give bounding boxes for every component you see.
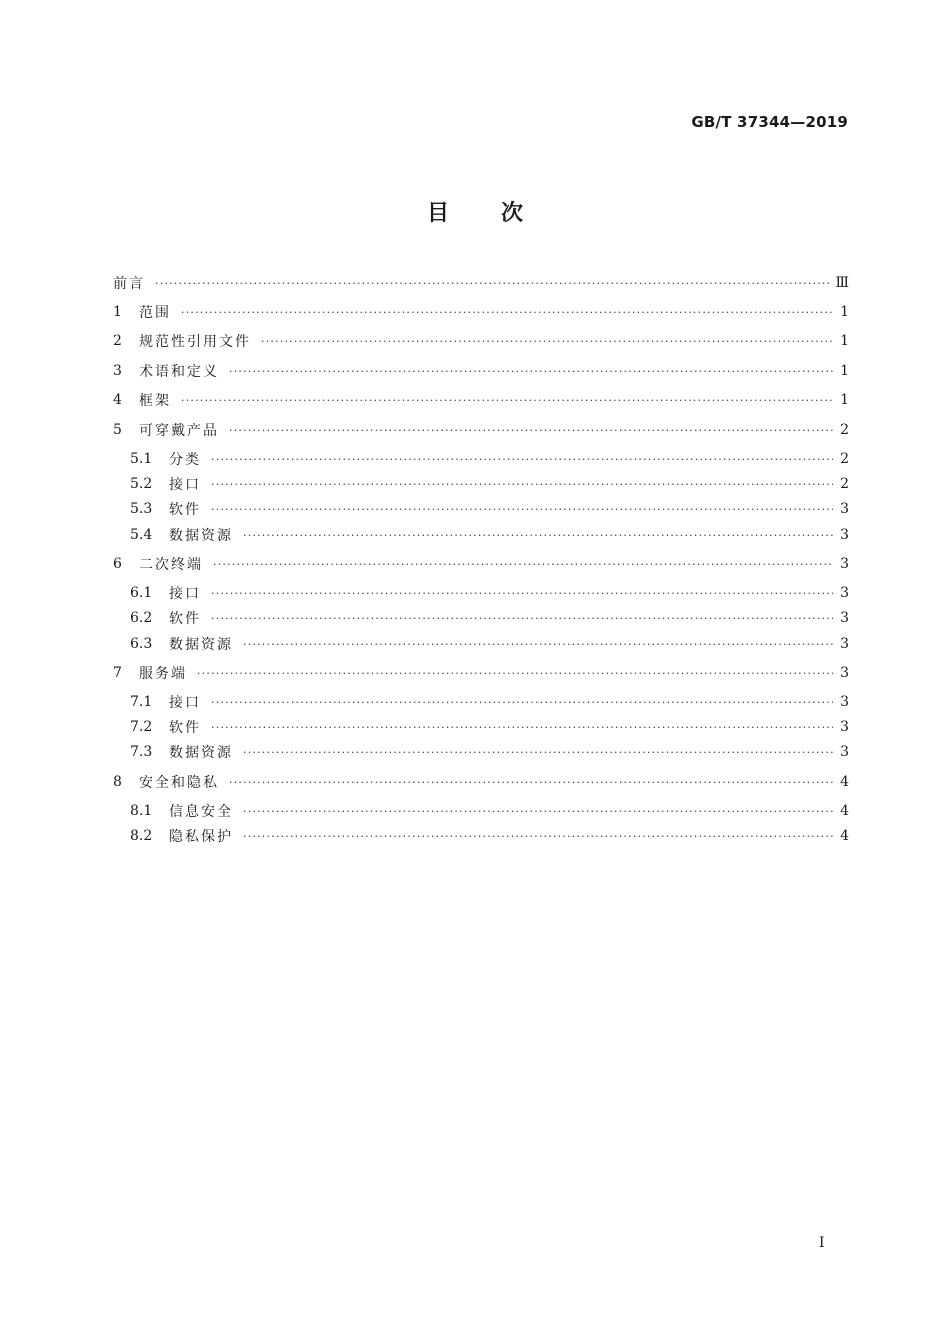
dot-leader [229, 365, 833, 378]
toc-subentry[interactable] [130, 825, 849, 847]
toc-entry-label: 接口 [169, 695, 201, 711]
toc-entry-number: 8.2 [130, 828, 153, 844]
dot-leader [211, 503, 833, 516]
toc-subentry[interactable] [130, 448, 849, 470]
toc-entry[interactable] [113, 360, 849, 382]
toc-entry-page: 1 [840, 304, 849, 320]
toc-entry-page: 1 [840, 392, 849, 408]
toc-entry[interactable] [113, 389, 849, 411]
toc-entry-number: 1 [113, 304, 122, 320]
toc-entry-number: 7.3 [130, 744, 153, 760]
toc-entry-label: 数据资源 [169, 528, 233, 544]
toc-entry-label: 规范性引用文件 [139, 334, 251, 350]
toc-entry-page: 4 [840, 774, 849, 790]
toc-entry-page: 3 [840, 719, 849, 735]
toc-entry-number: 6.3 [130, 636, 153, 652]
toc-subentry[interactable] [130, 582, 849, 604]
toc-entry[interactable] [113, 419, 849, 441]
toc-entry-label: 框架 [139, 393, 171, 409]
toc-entry-number: 2 [113, 333, 122, 349]
toc-entry-label: 安全和隐私 [139, 775, 219, 791]
toc-entry[interactable] [113, 301, 849, 323]
dot-leader [211, 453, 833, 466]
dot-leader [181, 306, 833, 319]
toc-entry-label: 术语和定义 [139, 364, 219, 380]
toc-entry-page: 3 [840, 556, 849, 572]
toc-subentry[interactable] [130, 800, 849, 822]
toc-subentry[interactable] [130, 741, 849, 763]
dot-leader [229, 424, 833, 437]
dot-leader [229, 776, 833, 789]
toc-entry-page: 2 [840, 422, 849, 438]
toc-entry-label: 分类 [169, 452, 201, 468]
dot-leader [243, 746, 833, 759]
toc-subentry[interactable] [130, 498, 849, 520]
toc-entry-foreword[interactable] [113, 272, 849, 294]
page-title: 目次 [426, 201, 575, 226]
toc-entry-page: 2 [840, 476, 849, 492]
toc-entry-number: 5.3 [130, 501, 153, 517]
toc-entry-number: 3 [113, 363, 122, 379]
dot-leader [211, 612, 833, 625]
toc-entry-label: 软件 [169, 720, 201, 736]
dot-leader [197, 667, 833, 680]
toc-entry[interactable] [113, 553, 849, 575]
toc-entry-number: 4 [113, 392, 122, 408]
toc-entry-label: 软件 [169, 502, 201, 518]
toc-subentry[interactable] [130, 473, 849, 495]
toc-entry-page: 3 [840, 694, 849, 710]
toc-entry-label: 二次终端 [139, 557, 203, 573]
dot-leader [211, 478, 833, 491]
toc-entry[interactable] [113, 330, 849, 352]
dot-leader [243, 830, 833, 843]
toc-entry-page: 3 [840, 501, 849, 517]
toc-entry[interactable] [113, 662, 849, 684]
standard-code: GB/T 37344—2019 [691, 113, 848, 131]
toc-entry-label: 软件 [169, 611, 201, 627]
toc-entry-number: 5.4 [130, 527, 153, 543]
toc-entry-number: 6 [113, 556, 122, 572]
toc-subentry[interactable] [130, 716, 849, 738]
toc-entry-page: 3 [840, 527, 849, 543]
toc-entry-page: 1 [840, 333, 849, 349]
toc-entry-label: 接口 [169, 477, 201, 493]
toc-entry-number: 7.1 [130, 694, 153, 710]
dot-leader [243, 529, 833, 542]
toc-entry-number: 7 [113, 665, 122, 681]
dot-leader [243, 805, 833, 818]
toc-entry-number: 6.1 [130, 585, 153, 601]
toc-entry-label: 隐私保护 [169, 829, 233, 845]
dot-leader [181, 394, 833, 407]
dot-leader [155, 277, 829, 290]
toc-entry[interactable] [113, 771, 849, 793]
toc-subentry[interactable] [130, 524, 849, 546]
dot-leader [261, 335, 833, 348]
dot-leader [211, 587, 833, 600]
toc-entry-number: 7.2 [130, 719, 153, 735]
toc-entry-label: 数据资源 [169, 637, 233, 653]
toc-subentry[interactable] [130, 691, 849, 713]
toc-entry-page: 3 [840, 610, 849, 626]
toc-entry-number: 8.1 [130, 803, 153, 819]
toc-entry-page: 3 [840, 636, 849, 652]
dot-leader [243, 638, 833, 651]
toc-entry-page: Ⅲ [835, 275, 849, 291]
toc-entry-page: 1 [840, 363, 849, 379]
toc-entry-page: 3 [840, 585, 849, 601]
toc-entry-label: 信息安全 [169, 804, 233, 820]
toc-entry-label: 接口 [169, 586, 201, 602]
toc-subentry[interactable] [130, 607, 849, 629]
toc-entry-label: 数据资源 [169, 745, 233, 761]
toc-entry-label: 前言 [113, 276, 145, 292]
toc-entry-label: 服务端 [139, 666, 187, 682]
dot-leader [211, 721, 833, 734]
toc-subentry[interactable] [130, 633, 849, 655]
toc-entry-label: 范围 [139, 305, 171, 321]
toc-entry-number: 6.2 [130, 610, 153, 626]
toc-entry-page: 3 [840, 744, 849, 760]
toc-entry-page: 3 [840, 665, 849, 681]
toc-entry-number: 8 [113, 774, 122, 790]
toc-entry-page: 4 [840, 803, 849, 819]
page-number: I [819, 1235, 825, 1251]
toc-entry-number: 5 [113, 422, 122, 438]
dot-leader [211, 696, 833, 709]
toc-entry-label: 可穿戴产品 [139, 423, 219, 439]
toc-entry-page: 4 [840, 828, 849, 844]
toc-entry-number: 5.2 [130, 476, 153, 492]
toc-entry-page: 2 [840, 451, 849, 467]
dot-leader [213, 558, 833, 571]
toc-entry-number: 5.1 [130, 451, 153, 467]
